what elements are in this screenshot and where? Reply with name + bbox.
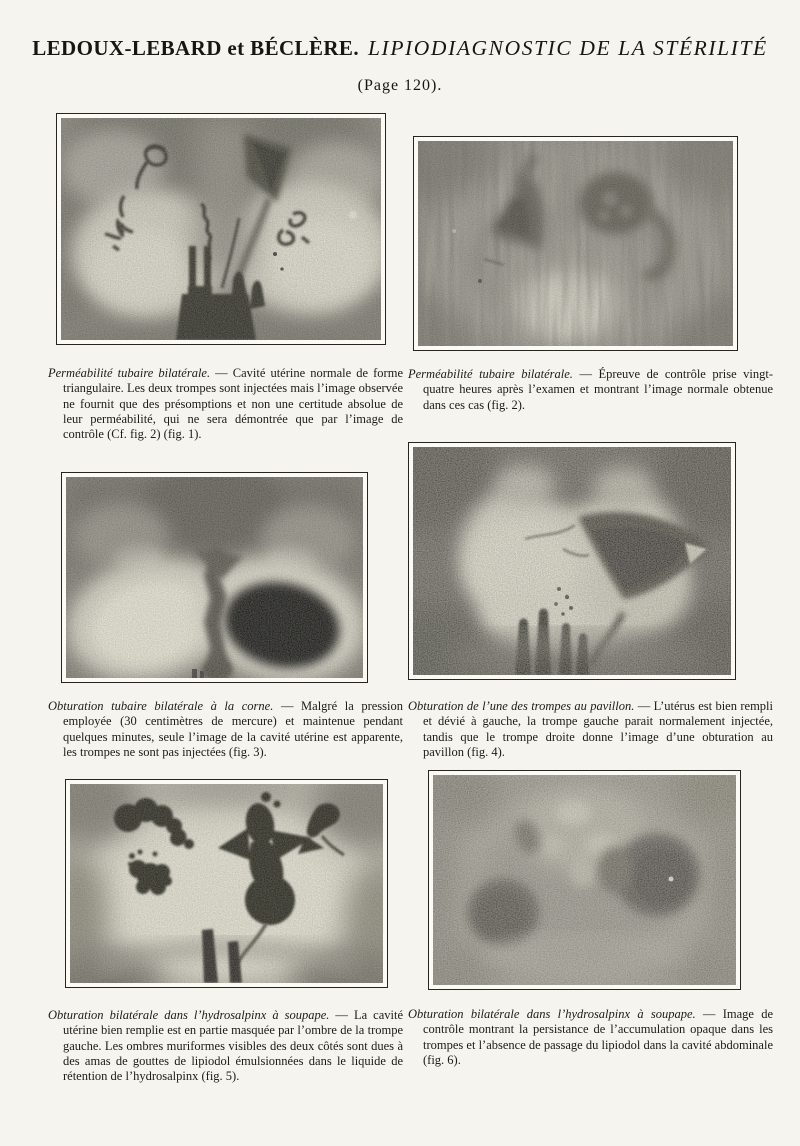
figure-5-caption-lead: Obturation bilatérale dans l’hydrosalpinx à soupape. <box>48 1008 330 1022</box>
figure-3-frame <box>61 472 368 683</box>
figure-4 <box>408 442 773 770</box>
figure-5-frame <box>65 779 388 988</box>
figure-1-frame <box>56 113 386 345</box>
figure-6-frame <box>428 770 741 990</box>
radiograph-2-control-image <box>418 141 733 346</box>
book-title: LIPIODIAGNOSTIC DE LA STÉRILITÉ <box>368 36 768 60</box>
figure-3-caption <box>48 699 403 760</box>
figure-6-caption-lead: Obturation bilatérale dans l’hydrosalpinx à soupape. <box>408 1007 696 1021</box>
figure-6-caption-body: — Image de contrôle montrant la persistance de l’accumulation opaque dans les trompes et l’absence de passage du lipiodol dans la cavité abdominale (fig. 6). <box>423 1007 773 1067</box>
radiograph-1-tubal-permeability <box>61 118 381 340</box>
radiograph-6-hydrosalpinx-control <box>433 775 736 985</box>
figure-4-frame <box>408 442 736 680</box>
radiograph-4-ampullary-obstruction <box>413 447 731 675</box>
figure-1 <box>45 113 403 442</box>
radiograph-5-hydrosalpinx <box>70 784 383 983</box>
page-header <box>0 36 800 61</box>
figure-2-caption-lead: Perméabilité tubaire bilatérale. <box>408 367 573 381</box>
figure-5-caption-body: — La cavité utérine bien remplie est en partie masquée par l’ombre de la trompe gauche. Les ombres muriformes visibles des deux côtés sont dues à des amas de gouttes de lipiodol émulsionnées dans le liquide de rétention de l’hydrosalpinx (fig. 5). <box>63 1008 403 1084</box>
authors-heading: LEDOUX-LEBARD et BÉCLÈRE. <box>32 36 359 60</box>
figure-5-caption <box>48 1008 403 1084</box>
figure-6 <box>408 770 773 1084</box>
figure-1-caption-body: — Cavité utérine normale de forme triangulaire. Les deux trompes sont injectées mais l’image observée ne fournit que des présomptions et non une certitude absolue de leur perméabilité, qui ne sera démontrée que par l’image de contrôle (Cf. fig. 2) (fig. 1). <box>63 366 403 442</box>
figure-4-caption-lead: Obturation de l’une des trompes au pavillon. <box>408 699 635 713</box>
page-reference: (Page 120). <box>357 77 443 94</box>
figure-1-caption-lead: Perméabilité tubaire bilatérale. <box>48 366 211 380</box>
figure-2-caption <box>408 367 773 413</box>
figure-4-caption <box>408 699 773 760</box>
figure-6-caption <box>408 1007 773 1068</box>
figure-3 <box>45 442 403 770</box>
figure-1-caption <box>48 366 403 442</box>
figure-2-frame <box>413 136 738 351</box>
figure-3-caption-lead: Obturation tubaire bilatérale à la corne. <box>48 699 274 713</box>
figure-3-caption-body: — Malgré la pression employée (30 centimètres de mercure) et maintenue pendant quelques minutes, seule l’image de la cavité utérine est apparente, les trompes ne sont pas injectées (fig. 3). <box>63 699 403 759</box>
figure-2-caption-body: — Épreuve de contrôle prise vingt-quatre heures après l’examen et montrant l’image normale obtenue dans ces cas (fig. 2). <box>423 367 773 412</box>
radiograph-3-cornual-obstruction <box>66 477 363 678</box>
figure-5 <box>45 770 403 1084</box>
figure-4-caption-body: — L’utérus est bien rempli et dévié à gauche, la trompe gauche parait normalement injectée, tandis que le trompe droite donne l’image d’une obturation au pavillon (fig. 4). <box>423 699 773 759</box>
figure-2 <box>408 113 773 442</box>
figure-grid <box>0 113 800 1084</box>
